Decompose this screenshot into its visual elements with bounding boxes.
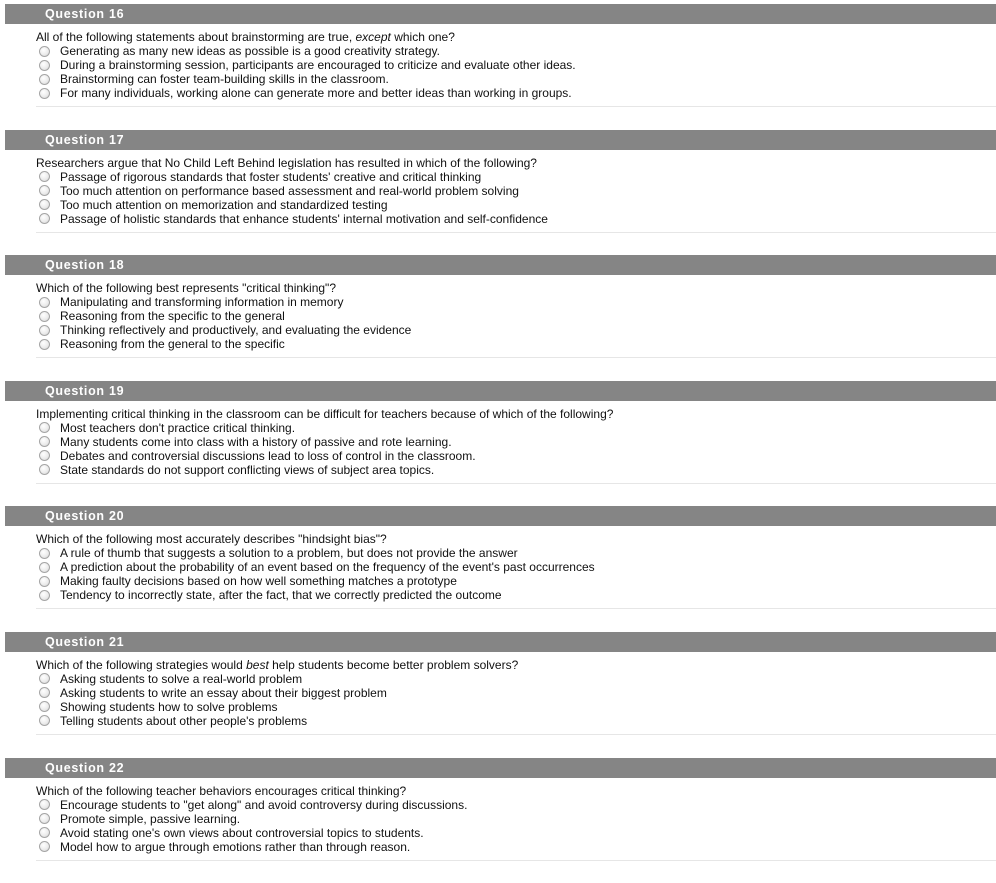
answer-option[interactable] (36, 588, 595, 602)
prompt-text: All of the following statements about brainstorming are true, (36, 30, 356, 44)
answer-option[interactable] (36, 449, 476, 463)
option-label: Brainstorming can foster team-building skills in the classroom. (60, 72, 389, 86)
option-label: Thinking reflectively and productively, and evaluating the evidence (60, 323, 412, 338)
option-label: Showing students how to solve problems (60, 699, 278, 714)
radio-button[interactable] (39, 199, 50, 210)
option-label: Reasoning from the general to the specific (60, 337, 285, 352)
prompt-text: Which of the following teacher behaviors encourages critical thinking? (36, 783, 407, 798)
radio-button[interactable] (39, 450, 50, 461)
question-block (0, 758, 996, 883)
answer-options (36, 170, 548, 226)
question-divider (36, 483, 996, 484)
radio-button[interactable] (39, 715, 50, 726)
radio-button[interactable] (39, 171, 50, 182)
question-divider (36, 608, 996, 609)
question-block (0, 255, 996, 381)
question-block (0, 130, 996, 256)
radio-button[interactable] (39, 74, 50, 85)
radio-button[interactable] (39, 687, 50, 698)
question-prompt (36, 658, 518, 672)
radio-button[interactable] (39, 60, 50, 71)
question-prompt (36, 532, 387, 546)
prompt-text: Which of the following strategies would (36, 657, 247, 672)
question-title: Question 22 (45, 760, 125, 775)
answer-option[interactable] (36, 463, 476, 477)
radio-button[interactable] (39, 562, 50, 573)
option-label: Debates and controversial discussions lead to loss of control in the classroom. (60, 448, 476, 463)
prompt-text: Which of the following best represents "critical thinking"? (36, 281, 336, 296)
question-divider (36, 734, 996, 735)
question-header (5, 506, 996, 526)
question-divider (36, 357, 996, 358)
option-label: A prediction about the probability of an event based on the frequency of the event's past occurrences (60, 560, 595, 575)
answer-option[interactable] (36, 560, 595, 574)
question-title: Question 20 (45, 509, 125, 524)
answer-option[interactable] (36, 170, 548, 184)
radio-button[interactable] (39, 46, 50, 57)
option-label: Tendency to incorrectly state, after the fact, that we correctly predicted the outcome (60, 588, 502, 603)
question-title: Question 19 (45, 383, 125, 398)
option-label: Model how to argue through emotions rather than through reason. (60, 839, 411, 854)
question-block (0, 632, 996, 758)
answer-option[interactable] (36, 184, 548, 198)
option-label: For many individuals, working alone can generate more and better ideas than working in groups. (60, 86, 572, 100)
answer-option[interactable] (36, 798, 467, 812)
answer-options (36, 421, 476, 477)
answer-option[interactable] (36, 212, 548, 226)
answer-option[interactable] (36, 546, 595, 560)
question-prompt (36, 30, 455, 44)
answer-option[interactable] (36, 58, 576, 72)
option-label: Manipulating and transforming information in memory (60, 295, 344, 310)
answer-option[interactable] (36, 714, 387, 728)
radio-button[interactable] (39, 799, 50, 810)
radio-button[interactable] (39, 576, 50, 587)
question-divider (36, 106, 996, 107)
option-label: State standards do not support conflicting views of subject area topics. (60, 462, 435, 477)
answer-option[interactable] (36, 812, 467, 826)
radio-button[interactable] (39, 841, 50, 852)
question-block (0, 381, 996, 507)
radio-button[interactable] (39, 673, 50, 684)
option-label: Too much attention on memorization and standardized testing (60, 197, 388, 212)
answer-option[interactable] (36, 295, 411, 309)
question-header (5, 632, 996, 652)
option-label: Reasoning from the specific to the general (60, 309, 285, 324)
option-label: Passage of rigorous standards that foster students' creative and critical thinking (60, 169, 482, 184)
question-block (0, 506, 996, 632)
question-prompt (36, 784, 406, 798)
answer-option[interactable] (36, 337, 411, 351)
option-label: Promote simple, passive learning. (60, 811, 241, 826)
answer-option[interactable] (36, 700, 387, 714)
question-header (5, 255, 996, 275)
question-prompt (36, 156, 537, 170)
answer-option[interactable] (36, 309, 411, 323)
answer-option[interactable] (36, 86, 576, 100)
radio-button[interactable] (39, 339, 50, 350)
radio-button[interactable] (39, 548, 50, 559)
answer-option[interactable] (36, 840, 467, 854)
question-header (5, 130, 996, 150)
answer-options (36, 798, 467, 854)
question-header (5, 4, 996, 24)
option-label: Avoid stating one's own views about controversial topics to students. (60, 825, 424, 840)
answer-options (36, 672, 387, 728)
answer-option[interactable] (36, 323, 411, 337)
answer-option[interactable] (36, 435, 476, 449)
prompt-text-end: which one? (390, 30, 455, 44)
prompt-emphasis: except (355, 30, 391, 44)
question-block (0, 4, 996, 130)
prompt-emphasis: best (246, 657, 269, 672)
option-label: Telling students about other people's problems (60, 713, 308, 728)
radio-button[interactable] (39, 297, 50, 308)
option-label: A rule of thumb that suggests a solution to a problem, but does not provide the answer (60, 546, 518, 561)
answer-options (36, 546, 595, 602)
radio-button[interactable] (39, 325, 50, 336)
radio-button[interactable] (39, 590, 50, 601)
option-label: During a brainstorming session, participants are encouraged to criticize and evaluate other ideas. (60, 58, 576, 72)
question-prompt (36, 281, 336, 295)
question-divider (36, 860, 996, 861)
radio-button[interactable] (39, 436, 50, 447)
option-label: Encourage students to "get along" and avoid controversy during discussions. (60, 797, 468, 812)
option-label: Passage of holistic standards that enhance students' internal motivation and self-confidence (60, 211, 548, 226)
answer-option[interactable] (36, 574, 595, 588)
radio-button[interactable] (39, 813, 50, 824)
radio-button[interactable] (39, 213, 50, 224)
question-divider (36, 232, 996, 233)
radio-button[interactable] (39, 827, 50, 838)
answer-option[interactable] (36, 672, 387, 686)
prompt-text-end: help students become better problem solvers? (268, 657, 519, 672)
radio-button[interactable] (39, 311, 50, 322)
answer-option[interactable] (36, 72, 576, 86)
question-prompt (36, 407, 613, 421)
answer-options (36, 295, 411, 351)
option-label: Many students come into class with a history of passive and rote learning. (60, 434, 452, 449)
radio-button[interactable] (39, 464, 50, 475)
answer-options (36, 44, 576, 100)
question-title: Question 17 (45, 132, 125, 147)
answer-option[interactable] (36, 421, 476, 435)
question-title: Question 21 (45, 634, 125, 649)
question-title: Question 18 (45, 258, 125, 273)
answer-option[interactable] (36, 686, 387, 700)
option-label: Making faulty decisions based on how well something matches a prototype (60, 574, 457, 589)
prompt-text: Implementing critical thinking in the classroom can be difficult for teachers because of which of the following? (36, 406, 614, 421)
question-title: Question 16 (45, 7, 125, 21)
radio-button[interactable] (39, 88, 50, 99)
question-header (5, 381, 996, 401)
quiz-container (0, 4, 996, 883)
radio-button[interactable] (39, 185, 50, 196)
question-header (5, 758, 996, 778)
answer-option[interactable] (36, 826, 467, 840)
radio-button[interactable] (39, 422, 50, 433)
prompt-text: Researchers argue that No Child Left Behind legislation has resulted in which of the following? (36, 155, 537, 170)
option-label: Generating as many new ideas as possible is a good creativity strategy. (60, 44, 440, 58)
answer-option[interactable] (36, 44, 576, 58)
radio-button[interactable] (39, 701, 50, 712)
option-label: Most teachers don't practice critical thinking. (60, 420, 296, 435)
prompt-text: Which of the following most accurately describes "hindsight bias"? (36, 532, 387, 547)
option-label: Asking students to write an essay about their biggest problem (60, 685, 387, 700)
option-label: Asking students to solve a real-world problem (60, 671, 303, 686)
answer-option[interactable] (36, 198, 548, 212)
option-label: Too much attention on performance based assessment and real-world problem solving (60, 183, 519, 198)
